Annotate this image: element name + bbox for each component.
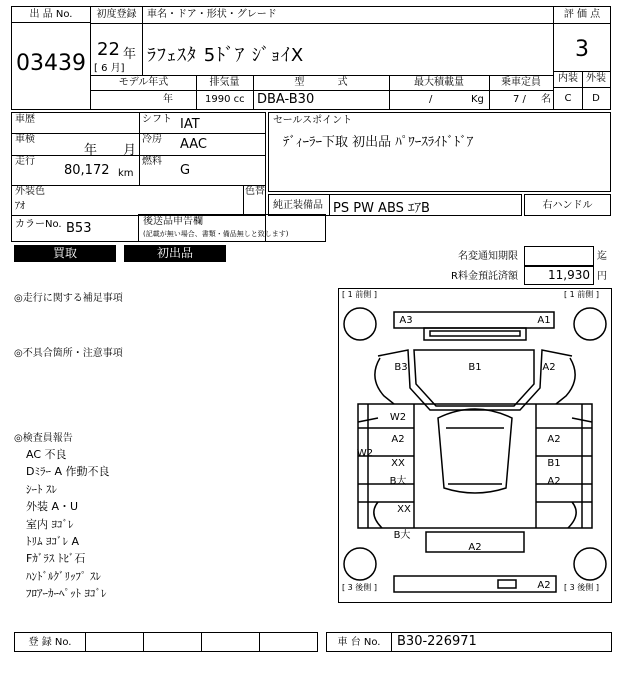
damage-mark: XX — [391, 458, 405, 469]
model-year-label: モデル年式 — [118, 77, 169, 88]
later-documents-box — [138, 214, 326, 242]
damage-mark: XX — [397, 504, 411, 515]
sales-point-label: セールスポイント — [273, 115, 353, 126]
damage-mark: A3 — [399, 315, 413, 326]
inspector-line: 室内 ﾖｺﾞﾚ — [26, 517, 74, 531]
damage-mark: B1 — [468, 362, 482, 373]
interior-label: 内装 — [558, 73, 578, 84]
registration-year: 22 — [97, 39, 120, 60]
lot-number-box — [11, 6, 91, 110]
damage-mark: A2 — [537, 580, 551, 591]
inspection-label: 車検 — [15, 134, 35, 145]
exterior-grade: D — [592, 93, 600, 104]
inspector-report-heading: ◎検査員報告 — [14, 433, 73, 444]
damage-mark: A2 — [547, 434, 561, 445]
equipment-box — [268, 194, 522, 216]
inspector-line: 外装 A・U — [26, 500, 79, 514]
history-label: 車歴 — [15, 114, 35, 125]
max-load-unit: Kg — [471, 94, 484, 105]
lot-number: 03439 — [16, 51, 86, 76]
score-label: 評 価 点 — [563, 9, 601, 20]
interior-grade: C — [564, 93, 572, 104]
inspector-line: ｼｰﾄ ｽﾚ — [26, 482, 57, 496]
buy-badge: 買取 — [14, 245, 116, 262]
chassis-number-box — [326, 632, 612, 652]
cabin-roof — [438, 409, 512, 493]
first-listing-badge: 初出品 — [124, 245, 226, 262]
registration-year-unit: 年 — [123, 47, 137, 62]
front-bumper — [394, 312, 554, 328]
damage-diagram — [338, 288, 612, 603]
car-name-box — [142, 6, 554, 76]
damage-mark: B1 — [547, 458, 561, 469]
inspector-line: ﾌﾛｱｰｶｰﾍﾟｯﾄ ﾖｺﾞﾚ — [26, 587, 107, 601]
exterior-label: 外装 — [586, 73, 606, 84]
car-name-label: 車名・ドア・形状・グレード — [147, 9, 277, 20]
overall-score: 3 — [575, 37, 589, 62]
inspection-value: 年 月 — [84, 143, 137, 158]
front-fenders-outline — [378, 350, 572, 410]
corner-label-bottom-left: [ 3 後側 ] — [342, 583, 377, 592]
later-documents-note: (記載が無い場合、書類・備品無しと致します) — [143, 230, 289, 238]
chassis-number-label: 車 台 No. — [337, 637, 381, 648]
inspector-line: AC 不良 — [26, 448, 67, 461]
car-name: ﾗﾌｪｽﾀ 5ﾄﾞｱ ｼﾞｮｲX — [147, 45, 305, 66]
lot-number-label: 出 品 No. — [12, 9, 90, 23]
inspector-line: ﾄﾘﾑ ﾖｺﾞﾚ A — [26, 535, 80, 549]
spec-row — [90, 75, 554, 110]
grille — [424, 328, 526, 340]
damage-mark: A1 — [537, 315, 551, 326]
rear-license-plate — [498, 580, 516, 588]
damage-mark: A2 — [542, 362, 556, 373]
max-load-slash: / — [429, 94, 433, 105]
wheel-front-right — [574, 308, 606, 340]
shift-label: シフト — [142, 114, 172, 125]
ac-value: AAC — [180, 137, 207, 152]
damage-mark: A2 — [391, 434, 405, 445]
damage-mark: B大 — [393, 530, 411, 541]
color-number-value: B53 — [66, 221, 92, 236]
type-label: 型 式 — [294, 77, 348, 88]
displacement-value: 1990 cc — [205, 94, 245, 105]
hood — [414, 350, 534, 406]
fuel-value: G — [180, 163, 191, 178]
model-year-unit: 年 — [163, 94, 173, 105]
inspector-line: ﾊﾝﾄﾞﾙｸﾞﾘｯﾌﾟ ｽﾚ — [26, 569, 101, 583]
exterior-color-label: 外装色 — [15, 186, 45, 197]
inspector-report-list — [26, 446, 110, 603]
recycle-fee-field: 11,930 — [524, 266, 594, 285]
inspector-line: Fｶﾞﾗｽ ﾄﾋﾞ石 — [26, 552, 86, 566]
recycle-fee-label: R料金預託済額 — [451, 271, 518, 282]
transfer-deadline-field — [524, 246, 594, 266]
inspector-line: Dﾐﾗｰ A 作動不良 — [26, 465, 110, 479]
damage-mark: B3 — [394, 362, 408, 373]
score-box — [553, 6, 611, 110]
model-code: DBA-B30 — [257, 92, 315, 107]
sales-point-text: ﾃﾞｨｰﾗｰ下取 初出品 ﾊﾟﾜｰｽﾗｲﾄﾞﾄﾞｱ — [283, 135, 474, 150]
first-registration-box — [90, 6, 143, 76]
mileage-label: 走行 — [15, 156, 35, 167]
capacity-value: 7 / — [513, 94, 526, 105]
wheel-front-left — [344, 308, 376, 340]
damage-mark: A2 — [468, 542, 482, 553]
transfer-deadline-label: 名変通知期限 — [458, 251, 518, 262]
max-load-label: 最大積載量 — [414, 77, 464, 88]
first-registration-label: 初度登録 — [96, 9, 137, 20]
ac-label: 冷房 — [142, 134, 162, 145]
rear-bumper — [394, 576, 556, 592]
later-documents-label: 後送品申告欄 — [143, 216, 203, 227]
damage-mark: B大 — [389, 476, 407, 487]
corner-label-bottom-right: [ 3 後側 ] — [564, 583, 599, 592]
wheel-rear-right — [574, 548, 606, 580]
steering-box — [524, 194, 611, 216]
registration-month: [ 6 月] — [94, 63, 125, 74]
damage-mark: W2 — [356, 448, 374, 459]
color-change-label: 色替 — [245, 186, 265, 197]
equipment-label: 純正装備品 — [273, 200, 323, 211]
sales-point-box — [268, 112, 611, 192]
chassis-number-value: B30-226971 — [397, 634, 477, 649]
recycle-fee-unit: 円 — [597, 271, 607, 282]
exterior-color-value: ｱｵ — [15, 201, 25, 212]
displacement-label: 排気量 — [209, 77, 240, 88]
mileage-value: 80,172 — [64, 163, 110, 178]
registration-number-box — [14, 632, 318, 652]
registration-number-label: 登 録 No. — [28, 637, 72, 648]
damage-mark: A2 — [547, 476, 561, 487]
corner-label-top-right: [ 1 前側 ] — [564, 290, 599, 299]
capacity-unit: 名 — [541, 94, 551, 105]
equipment-value: PS PW ABS ｴｱB — [333, 201, 430, 216]
corner-label-top-left: [ 1 前側 ] — [342, 290, 377, 299]
transfer-deadline-unit: 迄 — [597, 251, 607, 262]
damage-mark: W2 — [389, 412, 407, 423]
defects-heading: ◎不具合箇所・注意事項 — [14, 348, 123, 359]
fuel-label: 燃料 — [142, 156, 162, 167]
capacity-label: 乗車定員 — [501, 77, 541, 88]
steering-value: 右ハンドル — [542, 200, 593, 211]
driving-notes-heading: ◎走行に関する補足事項 — [14, 293, 123, 304]
mileage-unit: km — [118, 168, 134, 179]
color-number-label: カラーNo. — [15, 219, 62, 230]
wheel-rear-left — [344, 548, 376, 580]
shift-value: IAT — [180, 117, 200, 132]
